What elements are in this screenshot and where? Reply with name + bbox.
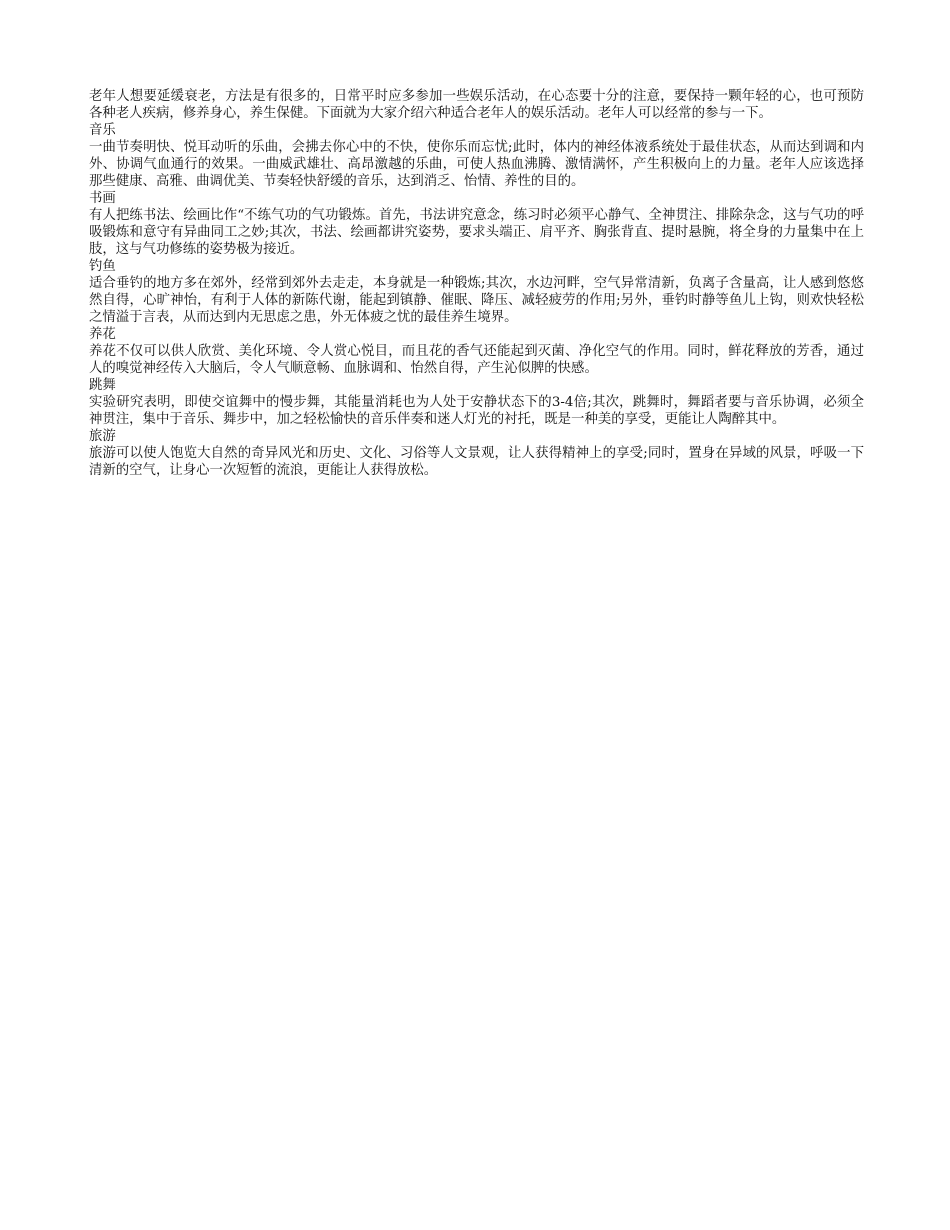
section-heading-music: 音乐 (89, 123, 116, 138)
section-body-calligraphy: 有人把练书法、绘画比作“不练气功的气功锻炼。首先，书法讲究意念，练习时必须平心静气、全神贯注、排除杂念，这与气功的呼吸锻炼和意守有异曲同工之妙;其次，书法、绘画都讲究姿势，要求头端正、肩平齐、胸张背直、提时悬腕，将全身的力量集中在上肢，这与气功修练的姿势极为接近。 (89, 208, 864, 257)
section-heading-calligraphy: 书画 (89, 191, 116, 206)
section-heading-travel: 旅游 (89, 429, 116, 444)
section-body-dancing: 实验研究表明，即使交谊舞中的慢步舞，其能量消耗也为人处于安静状态下的3-4倍;其次，跳舞时，舞蹈者要与音乐协调，必须全神贯注，集中于音乐、舞步中，加之轻松愉快的音乐伴奏和迷人灯光的衬托，既是一种美的享受，更能让人陶醉其中。 (89, 395, 864, 427)
section-heading-dancing: 跳舞 (89, 378, 116, 393)
section-body-gardening: 养花不仅可以供人欣赏、美化环境、令人赏心悦目，而且花的香气还能起到灭菌、净化空气的作用。同时，鲜花释放的芳香，通过人的嗅觉神经传入大脑后，令人气顺意畅、血脉调和、怡然自得，产生沁似脾的快感。 (89, 344, 864, 376)
section-heading-gardening: 养花 (89, 327, 116, 342)
document-body (89, 88, 864, 479)
section-body-fishing: 适合垂钓的地方多在郊外，经常到郊外去走走，本身就是一种锻炼;其次，水边河畔，空气异常清新，负离子含量高，让人感到悠悠然自得，心旷神怡，有利于人体的新陈代谢，能起到镇静、催眠、降压、减轻疲劳的作用;另外，垂钓时静等鱼儿上钩，则欢快轻松之情溢于言表，从而达到内无思虑之患，外无体疲之忧的最佳养生境界。 (89, 276, 864, 325)
section-body-travel: 旅游可以使人饱览大自然的奇异风光和历史、文化、习俗等人文景观，让人获得精神上的享受;同时，置身在异域的风景，呼吸一下清新的空气，让身心一次短暂的流浪，更能让人获得放松。 (89, 446, 864, 478)
section-body-music: 一曲节奏明快、悦耳动听的乐曲，会拂去你心中的不快，使你乐而忘忧;此时，体内的神经体液系统处于最佳状态，从而达到调和内外、协调气血通行的效果。一曲威武雄壮、高昂激越的乐曲，可使人热血沸腾、激情满怀，产生积极向上的力量。老年人应该选择那些健康、高雅、曲调优美、节奏轻快舒缓的音乐，达到消乏、怡情、养性的目的。 (89, 140, 864, 189)
section-heading-fishing: 钓鱼 (89, 259, 116, 274)
intro-paragraph: 老年人想要延缓衰老，方法是有很多的，日常平时应多参加一些娱乐活动，在心态要十分的注意，要保持一颗年轻的心，也可预防各种老人疾病，修养身心，养生保健。下面就为大家介绍六种适合老年人的娱乐活动。老年人可以经常的参与一下。 (89, 89, 864, 121)
